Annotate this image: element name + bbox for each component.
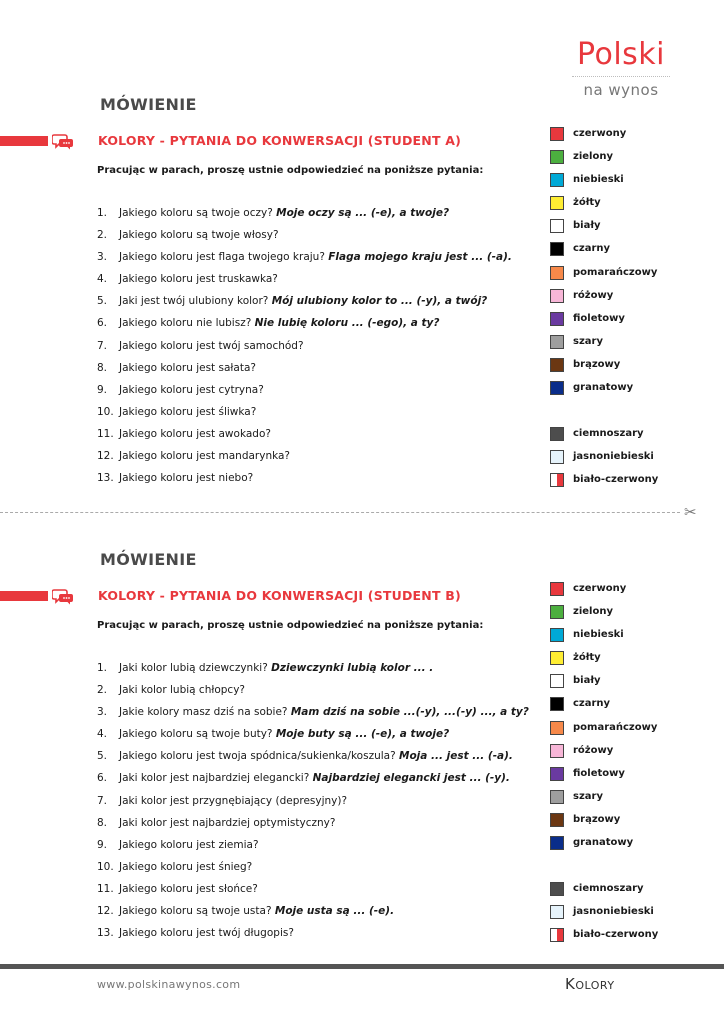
color-swatch	[550, 381, 564, 395]
color-swatch	[550, 628, 564, 642]
question-text: Jaki kolor lubią chłopcy?	[119, 684, 245, 697]
question-text-wrap	[119, 881, 258, 903]
cut-line	[0, 512, 680, 513]
color-name: ciemnoszary	[573, 883, 644, 895]
question-text: Jakiego koloru jest ziemia?	[119, 838, 259, 851]
color-item	[550, 928, 658, 951]
question-text: Jakiego koloru jest słońce?	[119, 882, 258, 895]
color-name: żółty	[573, 652, 601, 664]
question-text: Jakiego koloru są twoje włosy?	[119, 229, 279, 242]
color-swatch	[550, 928, 564, 942]
question-text-wrap	[119, 360, 256, 382]
question-text: Jakiego koloru jest twój samochód?	[119, 339, 304, 352]
color-name: biało-czerwony	[573, 929, 659, 941]
question-item	[97, 293, 512, 315]
question-item	[97, 404, 512, 426]
question-text-wrap	[119, 227, 279, 249]
question-text: Jakiego koloru jest twoja spódnica/sukienka/koszula?	[119, 750, 399, 763]
question-text-wrap	[119, 205, 449, 227]
question-number: 7.	[97, 794, 108, 807]
color-swatch	[550, 582, 564, 596]
color-name: biało-czerwony	[573, 474, 659, 486]
question-item	[97, 205, 512, 227]
color-name: szary	[573, 335, 603, 347]
question-number: 12.	[97, 905, 114, 918]
color-swatch	[550, 289, 564, 303]
color-name: niebieski	[573, 174, 624, 186]
question-text-wrap	[119, 748, 513, 770]
question-text-wrap	[119, 793, 347, 815]
color-item	[550, 697, 658, 720]
color-name: granatowy	[573, 837, 634, 849]
color-name: jasnoniebieski	[573, 906, 654, 918]
color-item	[550, 744, 658, 767]
scissors-icon: ✂	[684, 503, 697, 521]
question-list	[97, 660, 529, 947]
question-item	[97, 426, 512, 448]
question-text: Jakiego koloru są twoje oczy?	[119, 207, 277, 219]
question-text: Jakiego koloru jest śliwka?	[119, 405, 257, 418]
question-number: 3.	[97, 706, 108, 719]
question-item	[97, 815, 529, 837]
question-number: 10.	[97, 860, 114, 873]
question-text: Jaki jest twój ulubiony kolor?	[119, 295, 272, 308]
color-item	[550, 266, 658, 289]
question-item	[97, 726, 529, 748]
color-item	[550, 473, 658, 496]
color-name: żółty	[573, 197, 601, 209]
color-swatch	[550, 882, 564, 896]
question-number: 9.	[97, 838, 108, 851]
color-item	[550, 674, 658, 697]
question-item	[97, 249, 512, 271]
question-text: Jakiego koloru jest awokado?	[119, 427, 271, 440]
color-swatch	[550, 767, 564, 781]
color-swatch	[550, 450, 564, 464]
question-item	[97, 315, 512, 337]
speech-bubbles-icon	[52, 587, 74, 605]
question-text: Jaki kolor jest najbardziej optymistyczny?	[119, 816, 336, 829]
question-item	[97, 682, 529, 704]
logo-divider	[572, 76, 670, 78]
title-bar	[0, 587, 540, 605]
color-name: szary	[573, 790, 603, 802]
answer-prompt: Nie lubię koloru ... (-ego), a ty?	[254, 317, 440, 330]
question-list	[97, 205, 512, 492]
color-swatch	[550, 697, 564, 711]
question-item	[97, 448, 512, 470]
question-number: 1.	[97, 207, 108, 219]
footer-title: Kolory	[565, 975, 615, 993]
color-name: granatowy	[573, 382, 634, 394]
color-name: zielony	[573, 151, 613, 163]
color-item	[550, 721, 658, 744]
section-heading: MÓWIENIE	[100, 550, 197, 569]
answer-prompt: Mam dziś na sobie ...(-y), ...(-y) ..., a ty?	[290, 706, 529, 719]
color-item	[550, 289, 658, 312]
answer-prompt: Moje oczy są ... (-e), a twoje?	[276, 207, 450, 219]
color-swatch	[550, 219, 564, 233]
color-item	[550, 196, 658, 219]
color-name: brązowy	[573, 358, 621, 370]
color-swatch	[550, 335, 564, 349]
color-item	[550, 790, 658, 813]
answer-prompt: Moje buty są ... (-e), a twoje?	[275, 728, 450, 741]
question-number: 11.	[97, 427, 114, 440]
color-name: czarny	[573, 243, 611, 255]
question-item	[97, 748, 529, 770]
question-number: 6.	[97, 772, 108, 785]
question-item	[97, 881, 529, 903]
question-text: Jakie kolory masz dziś na sobie?	[119, 706, 291, 719]
question-number: 7.	[97, 339, 108, 352]
speech-bubbles-icon	[52, 132, 74, 150]
question-text: Jakiego koloru jest sałata?	[119, 361, 256, 374]
color-swatch	[550, 473, 564, 487]
color-name: biały	[573, 220, 601, 232]
question-text: Jakiego koloru jest twój długopis?	[119, 927, 294, 940]
answer-prompt: Moja ... jest ... (-a).	[399, 750, 513, 763]
color-name: ciemnoszary	[573, 428, 644, 440]
answer-prompt: Najbardziej elegancki jest ... (-y).	[312, 772, 510, 785]
color-item	[550, 767, 658, 790]
question-text-wrap	[119, 470, 253, 492]
question-text-wrap	[119, 682, 245, 704]
color-swatch	[550, 150, 564, 164]
question-text: Jakiego koloru jest cytryna?	[119, 383, 264, 396]
question-text: Jakiego koloru jest truskawka?	[119, 273, 278, 286]
question-text-wrap	[119, 859, 252, 881]
question-text-wrap	[119, 404, 256, 426]
color-name: fioletowy	[573, 767, 625, 779]
question-text-wrap	[119, 837, 259, 859]
question-text-wrap	[119, 271, 278, 293]
question-item	[97, 271, 512, 293]
question-text: Jakiego koloru są twoje buty?	[119, 728, 276, 741]
color-item	[550, 242, 658, 265]
color-swatch	[550, 266, 564, 280]
question-number: 12.	[97, 450, 114, 463]
question-item	[97, 837, 529, 859]
question-item	[97, 338, 512, 360]
logo-subtitle: na wynos	[583, 81, 659, 99]
color-swatch	[550, 605, 564, 619]
color-swatch	[550, 242, 564, 256]
question-item	[97, 382, 512, 404]
question-text: Jakiego koloru nie lubisz?	[119, 317, 255, 330]
section-title: KOLORY - PYTANIA DO KONWERSACJI (STUDENT B)	[98, 588, 461, 603]
color-name: jasnoniebieski	[573, 451, 654, 463]
color-item	[550, 173, 658, 196]
instruction-text: Pracując w parach, proszę ustnie odpowiedzieć na poniższe pytania:	[97, 620, 484, 631]
question-number: 2.	[97, 684, 108, 697]
question-number: 13.	[97, 927, 114, 940]
section-heading: MÓWIENIE	[100, 95, 197, 114]
question-number: 11.	[97, 882, 114, 895]
question-text-wrap	[119, 426, 271, 448]
question-item	[97, 859, 529, 881]
answer-prompt: Mój ulubiony kolor to ... (-y), a twój?	[271, 295, 488, 308]
question-item	[97, 903, 529, 925]
question-text-wrap	[119, 925, 294, 947]
color-swatch	[550, 721, 564, 735]
color-name: brązowy	[573, 813, 621, 825]
color-name: różowy	[573, 289, 614, 301]
color-swatch	[550, 813, 564, 827]
color-item	[550, 219, 658, 242]
question-text: Jakiego koloru jest flaga twojego kraju?	[119, 251, 329, 264]
color-swatch	[550, 312, 564, 326]
color-swatch	[550, 173, 564, 187]
color-swatch	[550, 196, 564, 210]
question-text-wrap	[119, 448, 290, 470]
question-text-wrap	[119, 770, 510, 792]
question-number: 6.	[97, 317, 108, 330]
question-item	[97, 360, 512, 382]
section-title: KOLORY - PYTANIA DO KONWERSACJI (STUDENT A)	[98, 133, 462, 148]
color-item	[550, 628, 658, 651]
question-text: Jakiego koloru jest niebo?	[119, 472, 254, 485]
question-item	[97, 660, 529, 682]
answer-prompt: Moje usta są ... (-e).	[274, 905, 395, 918]
color-name: niebieski	[573, 629, 624, 641]
question-text: Jaki kolor jest najbardziej elegancki?	[119, 772, 313, 785]
color-name: różowy	[573, 744, 614, 756]
question-text-wrap	[119, 338, 304, 360]
question-text-wrap	[119, 704, 529, 726]
color-item	[550, 582, 658, 605]
question-item	[97, 470, 512, 492]
color-item	[550, 882, 658, 905]
question-text-wrap	[119, 315, 439, 337]
question-text-wrap	[119, 382, 264, 404]
question-number: 2.	[97, 229, 108, 242]
logo-title: Polski	[576, 37, 666, 72]
question-number: 13.	[97, 472, 114, 485]
color-item	[550, 150, 658, 173]
question-number: 9.	[97, 383, 108, 396]
footer-bar	[0, 964, 724, 969]
question-item	[97, 770, 529, 792]
color-item	[550, 358, 658, 381]
question-text-wrap	[119, 726, 449, 748]
color-item	[550, 127, 658, 150]
question-number: 4.	[97, 728, 108, 741]
color-item	[550, 605, 658, 628]
instruction-text: Pracując w parach, proszę ustnie odpowiedzieć na poniższe pytania:	[97, 165, 484, 176]
question-item	[97, 704, 529, 726]
color-swatch	[550, 127, 564, 141]
color-name: pomarańczowy	[573, 266, 658, 278]
question-text: Jaki kolor lubią dziewczynki?	[119, 662, 272, 674]
question-text: Jakiego koloru są twoje usta?	[119, 905, 275, 918]
color-name: czarny	[573, 698, 611, 710]
question-number: 10.	[97, 405, 114, 418]
color-item	[550, 427, 658, 450]
color-name: zielony	[573, 606, 613, 618]
question-text: Jaki kolor jest przygnębiający (depresyjny)?	[119, 794, 348, 807]
question-number: 8.	[97, 816, 108, 829]
title-bar-accent	[0, 136, 48, 146]
question-text-wrap	[119, 293, 487, 315]
footer-url: www.polskinawynos.com	[97, 978, 241, 991]
color-swatch	[550, 790, 564, 804]
color-item	[550, 651, 658, 674]
color-legend	[550, 582, 658, 951]
color-legend	[550, 127, 658, 496]
color-name: czerwony	[573, 583, 627, 594]
color-item	[550, 905, 658, 928]
question-number: 8.	[97, 361, 108, 374]
question-number: 5.	[97, 295, 108, 308]
title-bar-accent	[0, 591, 48, 601]
color-name: biały	[573, 675, 601, 687]
question-item	[97, 793, 529, 815]
question-text-wrap	[119, 903, 394, 925]
color-item	[550, 450, 658, 473]
answer-prompt: Dziewczynki lubią kolor ... .	[271, 662, 434, 674]
logo	[566, 38, 676, 99]
color-item	[550, 813, 658, 836]
color-item	[550, 312, 658, 335]
color-swatch	[550, 358, 564, 372]
color-swatch	[550, 905, 564, 919]
question-number: 5.	[97, 750, 108, 763]
color-item	[550, 836, 658, 859]
question-item	[97, 227, 512, 249]
question-number: 4.	[97, 273, 108, 286]
question-number: 3.	[97, 251, 108, 264]
title-bar	[0, 132, 540, 150]
color-item	[550, 381, 658, 404]
color-swatch	[550, 744, 564, 758]
question-text-wrap	[119, 660, 433, 682]
color-swatch	[550, 427, 564, 441]
question-text-wrap	[119, 815, 335, 837]
color-item	[550, 335, 658, 358]
question-text: Jakiego koloru jest śnieg?	[119, 860, 253, 873]
question-number: 1.	[97, 662, 108, 674]
color-name: czerwony	[573, 128, 627, 139]
question-item	[97, 925, 529, 947]
question-text-wrap	[119, 249, 512, 271]
question-text: Jakiego koloru jest mandarynka?	[119, 450, 291, 463]
color-name: pomarańczowy	[573, 721, 658, 733]
answer-prompt: Flaga mojego kraju jest ... (-a).	[328, 251, 512, 264]
color-swatch	[550, 836, 564, 850]
color-swatch	[550, 674, 564, 688]
color-swatch	[550, 651, 564, 665]
color-name: fioletowy	[573, 312, 625, 324]
